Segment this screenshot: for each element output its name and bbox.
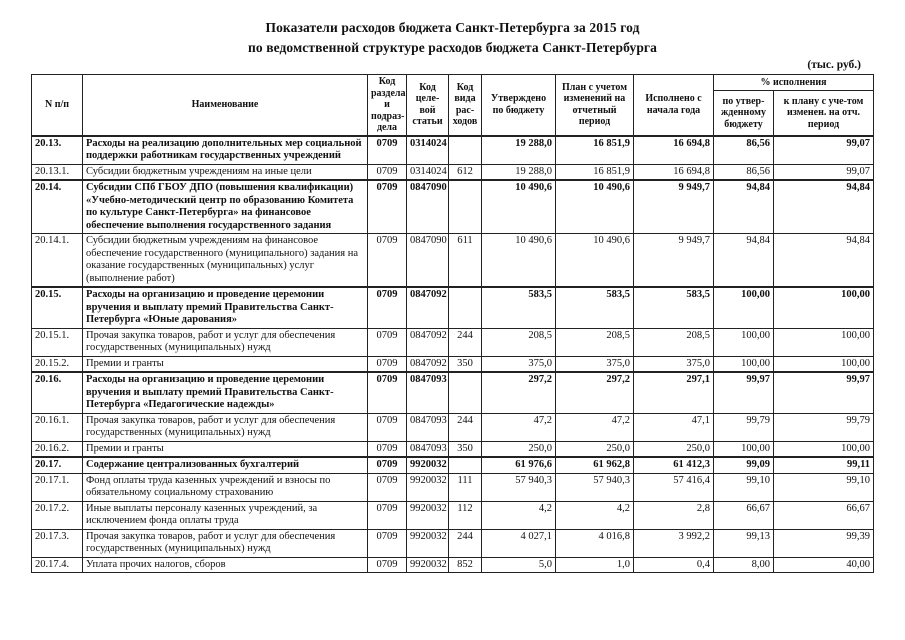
plan-value: 10 490,6 (556, 180, 634, 234)
article-code: 0847092 (407, 287, 449, 328)
pct-plan-value: 66,67 (774, 501, 874, 529)
row-number: 20.17. (32, 457, 83, 473)
plan-value: 10 490,6 (556, 234, 634, 288)
executed-value: 16 694,8 (634, 164, 714, 180)
section-code: 0709 (368, 136, 407, 165)
pct-plan-value: 99,97 (774, 372, 874, 413)
pct-plan-value: 99,39 (774, 529, 874, 557)
section-code: 0709 (368, 473, 407, 501)
pct-plan-value: 94,84 (774, 234, 874, 288)
article-code: 0314024 (407, 164, 449, 180)
table-row (32, 356, 874, 372)
pct-plan-value: 99,07 (774, 164, 874, 180)
table-row (32, 457, 874, 473)
approved-value: 297,2 (482, 372, 556, 413)
section-code: 0709 (368, 287, 407, 328)
pct-plan-value: 94,84 (774, 180, 874, 234)
row-number: 20.15.1. (32, 328, 83, 356)
article-code: 0847092 (407, 328, 449, 356)
executed-value: 208,5 (634, 328, 714, 356)
type-code: 112 (449, 501, 482, 529)
section-code: 0709 (368, 441, 407, 457)
approved-value: 19 288,0 (482, 164, 556, 180)
executed-value: 583,5 (634, 287, 714, 328)
pct-approved-value: 100,00 (714, 287, 774, 328)
row-name: Субсидии бюджетным учреждениям на иные цели (83, 164, 368, 180)
type-code (449, 457, 482, 473)
pct-plan-value: 99,11 (774, 457, 874, 473)
table-row (32, 328, 874, 356)
row-number: 20.15.2. (32, 356, 83, 372)
row-number: 20.17.3. (32, 529, 83, 557)
table-row (32, 287, 874, 328)
pct-plan-value: 100,00 (774, 328, 874, 356)
plan-value: 250,0 (556, 441, 634, 457)
plan-value: 208,5 (556, 328, 634, 356)
pct-plan-value: 100,00 (774, 441, 874, 457)
plan-value: 297,2 (556, 372, 634, 413)
row-name: Прочая закупка товаров, работ и услуг для обеспечения государственных (муниципальных) нужд (83, 328, 368, 356)
executed-value: 2,8 (634, 501, 714, 529)
type-code (449, 180, 482, 234)
pct-approved-value: 94,84 (714, 234, 774, 288)
approved-value: 4,2 (482, 501, 556, 529)
article-code: 9920032 (407, 473, 449, 501)
section-code: 0709 (368, 529, 407, 557)
executed-value: 61 412,3 (634, 457, 714, 473)
section-code: 0709 (368, 413, 407, 441)
pct-approved-value: 86,56 (714, 164, 774, 180)
table-row (32, 136, 874, 165)
approved-value: 208,5 (482, 328, 556, 356)
approved-value: 19 288,0 (482, 136, 556, 165)
section-code: 0709 (368, 164, 407, 180)
pct-approved-value: 8,00 (714, 557, 774, 573)
article-code: 0847090 (407, 180, 449, 234)
plan-value: 57 940,3 (556, 473, 634, 501)
unit-label: (тыс. руб.) (807, 59, 861, 71)
report-title: Показатели расходов бюджета Санкт-Петербурга за 2015 год (265, 20, 640, 35)
article-code: 9920032 (407, 501, 449, 529)
pct-plan-value: 100,00 (774, 356, 874, 372)
row-name: Расходы на реализацию дополнительных мер социальной поддержки работникам государственных учреждений (83, 136, 368, 165)
type-code: 111 (449, 473, 482, 501)
type-code: 350 (449, 356, 482, 372)
type-code: 350 (449, 441, 482, 457)
executed-value: 9 949,7 (634, 180, 714, 234)
pct-approved-value: 99,13 (714, 529, 774, 557)
row-name: Прочая закупка товаров, работ и услуг для обеспечения государственных (муниципальных) нужд (83, 529, 368, 557)
row-name: Субсидии СПб ГБОУ ДПО (повышения квалификации) «Учебно-методический центр по образованию Комитета по культуре Санкт-Петербурга» на финансовое обеспечение выполнения государственного задания (83, 180, 368, 234)
article-code: 0847092 (407, 356, 449, 372)
article-code: 9920032 (407, 457, 449, 473)
header-section: Код раздела и подраз-дела (368, 75, 407, 136)
plan-value: 4,2 (556, 501, 634, 529)
type-code: 612 (449, 164, 482, 180)
row-number: 20.16. (32, 372, 83, 413)
header-approved: Утверждено по бюджету (482, 75, 556, 136)
table-row (32, 501, 874, 529)
section-code: 0709 (368, 356, 407, 372)
type-code: 244 (449, 413, 482, 441)
row-name: Расходы на организацию и проведение церемонии вручения и выплату премий Правительства Санкт-Петербурга «Юные дарования» (83, 287, 368, 328)
article-code: 9920032 (407, 557, 449, 573)
plan-value: 16 851,9 (556, 136, 634, 165)
plan-value: 1,0 (556, 557, 634, 573)
pct-plan-value: 40,00 (774, 557, 874, 573)
row-number: 20.17.4. (32, 557, 83, 573)
article-code: 9920032 (407, 529, 449, 557)
section-code: 0709 (368, 372, 407, 413)
row-name: Уплата прочих налогов, сборов (83, 557, 368, 573)
row-number: 20.16.2. (32, 441, 83, 457)
executed-value: 47,1 (634, 413, 714, 441)
header-article: Код целе-вой статьи (407, 75, 449, 136)
row-number: 20.13.1. (32, 164, 83, 180)
section-code: 0709 (368, 234, 407, 288)
header-executed: Исполнено с начала года (634, 75, 714, 136)
row-name: Иные выплаты персоналу казенных учреждений, за исключением фонда оплаты труда (83, 501, 368, 529)
section-code: 0709 (368, 501, 407, 529)
pct-approved-value: 99,10 (714, 473, 774, 501)
section-code: 0709 (368, 557, 407, 573)
table-row (32, 372, 874, 413)
row-name: Премии и гранты (83, 441, 368, 457)
pct-approved-value: 100,00 (714, 328, 774, 356)
table-row (32, 529, 874, 557)
table-row (32, 473, 874, 501)
row-name: Субсидии бюджетным учреждениям на финансовое обеспечение государственного (муниципального) задания на оказание государственных (муниципальных) услуг (выполнение работ) (83, 234, 368, 288)
pct-approved-value: 94,84 (714, 180, 774, 234)
row-number: 20.14.1. (32, 234, 83, 288)
executed-value: 297,1 (634, 372, 714, 413)
type-code (449, 372, 482, 413)
approved-value: 583,5 (482, 287, 556, 328)
approved-value: 375,0 (482, 356, 556, 372)
budget-table (31, 74, 874, 573)
executed-value: 0,4 (634, 557, 714, 573)
article-code: 0847093 (407, 413, 449, 441)
pct-approved-value: 100,00 (714, 356, 774, 372)
pct-plan-value: 100,00 (774, 287, 874, 328)
pct-plan-value: 99,10 (774, 473, 874, 501)
type-code: 244 (449, 529, 482, 557)
section-code: 0709 (368, 180, 407, 234)
row-number: 20.13. (32, 136, 83, 165)
header-name: Наименование (83, 75, 368, 136)
header-num: N п/п (32, 75, 83, 136)
pct-approved-value: 99,09 (714, 457, 774, 473)
header-percent-group: % исполнения (714, 75, 874, 91)
article-code: 0314024 (407, 136, 449, 165)
executed-value: 250,0 (634, 441, 714, 457)
pct-approved-value: 66,67 (714, 501, 774, 529)
header-pct-approved: по утвер-жденному бюджету (714, 91, 774, 136)
approved-value: 61 976,6 (482, 457, 556, 473)
table-row (32, 413, 874, 441)
plan-value: 583,5 (556, 287, 634, 328)
approved-value: 10 490,6 (482, 180, 556, 234)
row-number: 20.15. (32, 287, 83, 328)
approved-value: 4 027,1 (482, 529, 556, 557)
table-row (32, 441, 874, 457)
header-type: Код вида рас-ходов (449, 75, 482, 136)
pct-approved-value: 86,56 (714, 136, 774, 165)
approved-value: 10 490,6 (482, 234, 556, 288)
approved-value: 250,0 (482, 441, 556, 457)
approved-value: 5,0 (482, 557, 556, 573)
approved-value: 47,2 (482, 413, 556, 441)
row-number: 20.14. (32, 180, 83, 234)
row-number: 20.17.2. (32, 501, 83, 529)
table-row (32, 180, 874, 234)
type-code (449, 287, 482, 328)
header-pct-plan: к плану с уче-том изменен. на отч. период (774, 91, 874, 136)
table-row (32, 557, 874, 573)
row-name: Прочая закупка товаров, работ и услуг для обеспечения государственных (муниципальных) нужд (83, 413, 368, 441)
type-code (449, 136, 482, 165)
pct-approved-value: 100,00 (714, 441, 774, 457)
report-subtitle: по ведомственной структуре расходов бюджета Санкт-Петербурга (247, 40, 658, 55)
type-code: 852 (449, 557, 482, 573)
row-name: Содержание централизованных бухгалтерий (83, 457, 368, 473)
article-code: 0847093 (407, 372, 449, 413)
pct-plan-value: 99,07 (774, 136, 874, 165)
executed-value: 3 992,2 (634, 529, 714, 557)
pct-approved-value: 99,79 (714, 413, 774, 441)
type-code: 611 (449, 234, 482, 288)
row-name: Расходы на организацию и проведение церемонии вручения и выплату премий Правительства Санкт-Петербурга «Педагогические надежды» (83, 372, 368, 413)
plan-value: 375,0 (556, 356, 634, 372)
header-plan: План с учетом изменений на отчетный период (556, 75, 634, 136)
table-row (32, 234, 874, 288)
pct-approved-value: 99,97 (714, 372, 774, 413)
row-name: Фонд оплаты труда казенных учреждений и взносы по обязательному социальному страхованию (83, 473, 368, 501)
article-code: 0847093 (407, 441, 449, 457)
executed-value: 57 416,4 (634, 473, 714, 501)
row-name: Премии и гранты (83, 356, 368, 372)
executed-value: 9 949,7 (634, 234, 714, 288)
pct-plan-value: 99,79 (774, 413, 874, 441)
type-code: 244 (449, 328, 482, 356)
plan-value: 16 851,9 (556, 164, 634, 180)
executed-value: 375,0 (634, 356, 714, 372)
table-row (32, 164, 874, 180)
article-code: 0847090 (407, 234, 449, 288)
section-code: 0709 (368, 457, 407, 473)
plan-value: 61 962,8 (556, 457, 634, 473)
section-code: 0709 (368, 328, 407, 356)
plan-value: 47,2 (556, 413, 634, 441)
plan-value: 4 016,8 (556, 529, 634, 557)
executed-value: 16 694,8 (634, 136, 714, 165)
approved-value: 57 940,3 (482, 473, 556, 501)
row-number: 20.16.1. (32, 413, 83, 441)
row-number: 20.17.1. (32, 473, 83, 501)
